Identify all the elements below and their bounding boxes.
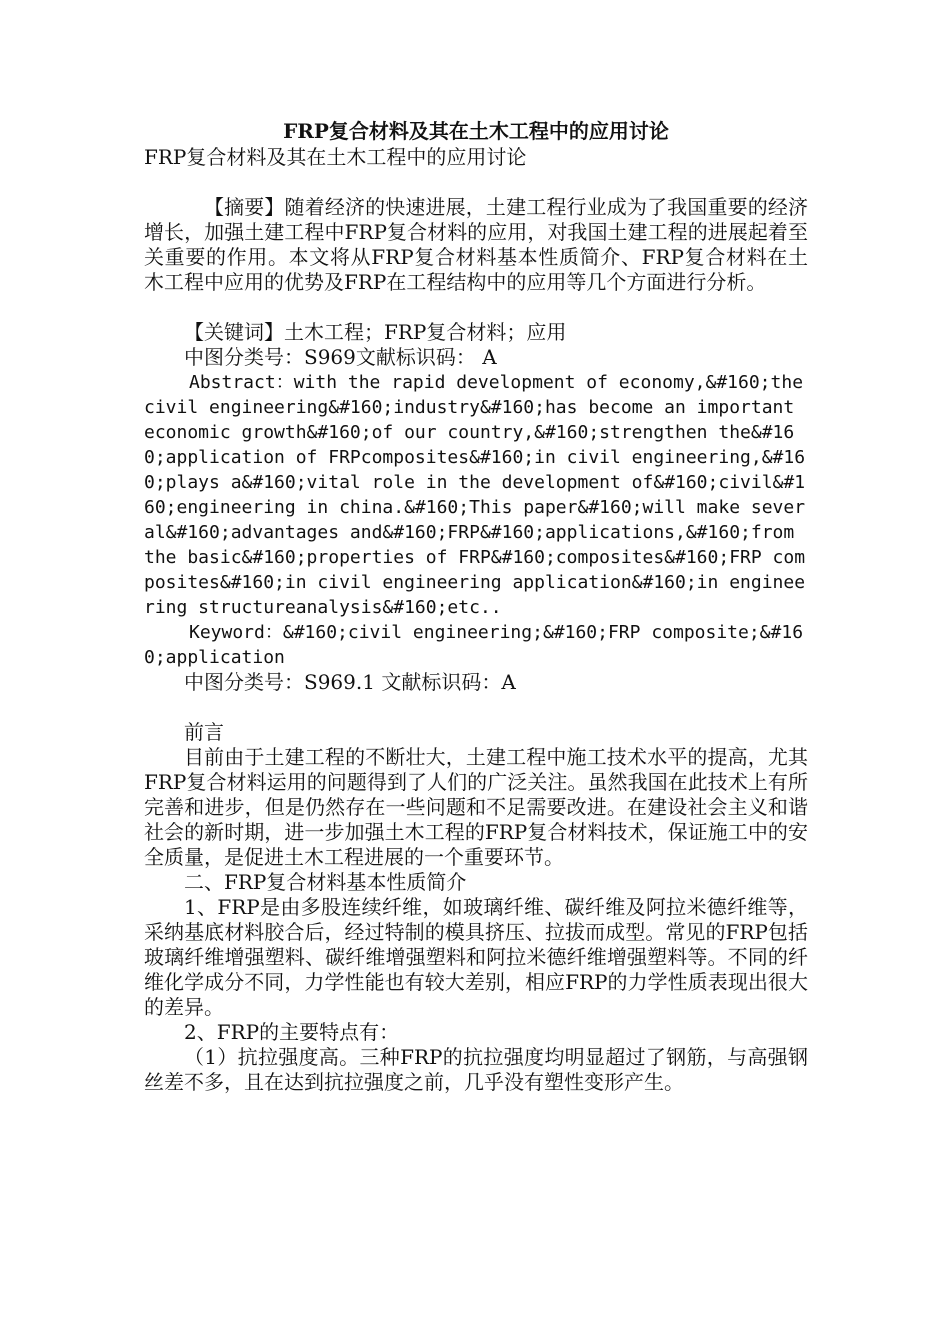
abstract-en: Abstract：with the rapid development of economy,&#160;the civil engineering&#160;industry&#160;has become an important economic growth&#160;of our country,&#160;strengthen the&#160;application of FRPcomposites&#160;in civil engineering,&#160;plays a&#160;vital role in the development of&#160;civil&#160;engineering in china.&#160;This paper&#160;will make several&#160;advantages and&#160;FRP&#160;applications,&#160;from the basic&#160;properties of FRP&#160;composites&#160;FRP composites&#160;in civil engineering application&#160;in engineering structureanalysis&#160;etc.. — [144, 372, 806, 618]
preface-text: 目前由于土建工程的不断壮大，土建工程中施工技术水平的提高，尤其FRP复合材料运用的问题得到了人们的广泛关注。虽然我国在此技术上有所完善和进步，但是仍然存在一些问题和不足需要改进。在建设社会主义和谐社会的新时期，进一步加强土木工程的FRP复合材料技术，保证施工中的安全质量，是促进土木工程进展的一个重要环节。 — [144, 745, 808, 869]
document-title: FRP复合材料及其在土木工程中的应用讨论 — [283, 119, 669, 143]
point-1: 1、FRP是由多股连续纤维，如玻璃纤维、碳纤维及阿拉米德纤维等，采纳基底材料胶合后，经过特制的模具挤压、拉拔而成型。常见的FRP包括玻璃纤维增强塑料、碳纤维增强塑料和阿拉米德纤维增强塑料等。不同的纤维化学成分不同，力学性能也有较大差别，相应FRP的力学性质表现出很大的差异。 — [144, 895, 808, 1019]
classification-line-2: 中图分类号：S969.1 文献标识码：A — [184, 670, 516, 694]
classification-line-1: 中图分类号：S969文献标识码： A — [184, 345, 497, 369]
keywords-en: Keyword：&#160;civil engineering;&#160;FRP composite;&#160;application — [144, 622, 804, 668]
spacer — [144, 295, 808, 320]
spacer — [144, 170, 808, 195]
preface-heading: 前言 — [184, 720, 224, 744]
abstract-cn: 【摘要】随着经济的快速进展，土建工程行业成为了我国重要的经济增长，加强土建工程中FRP复合材料的应用，对我国土建工程的进展起着至关重要的作用。本文将从FRP复合材料基本性质简介、FRP复合材料在土木工程中应用的优势及FRP在工程结构中的应用等几个方面进行分析。 — [144, 195, 808, 294]
point-2-item-1: （1）抗拉强度高。三种FRP的抗拉强度均明显超过了钢筋，与高强钢丝差不多，且在达到抗拉强度之前，几乎没有塑性变形产生。 — [144, 1045, 808, 1094]
keywords-cn: 【关键词】土木工程；FRP复合材料；应用 — [184, 320, 567, 344]
document-subtitle: FRP复合材料及其在土木工程中的应用讨论 — [144, 145, 527, 169]
section-2-heading: 二、FRP复合材料基本性质简介 — [184, 870, 467, 894]
point-2-heading: 2、FRP的主要特点有： — [184, 1020, 400, 1044]
spacer — [144, 695, 808, 720]
document-page — [144, 118, 808, 1095]
